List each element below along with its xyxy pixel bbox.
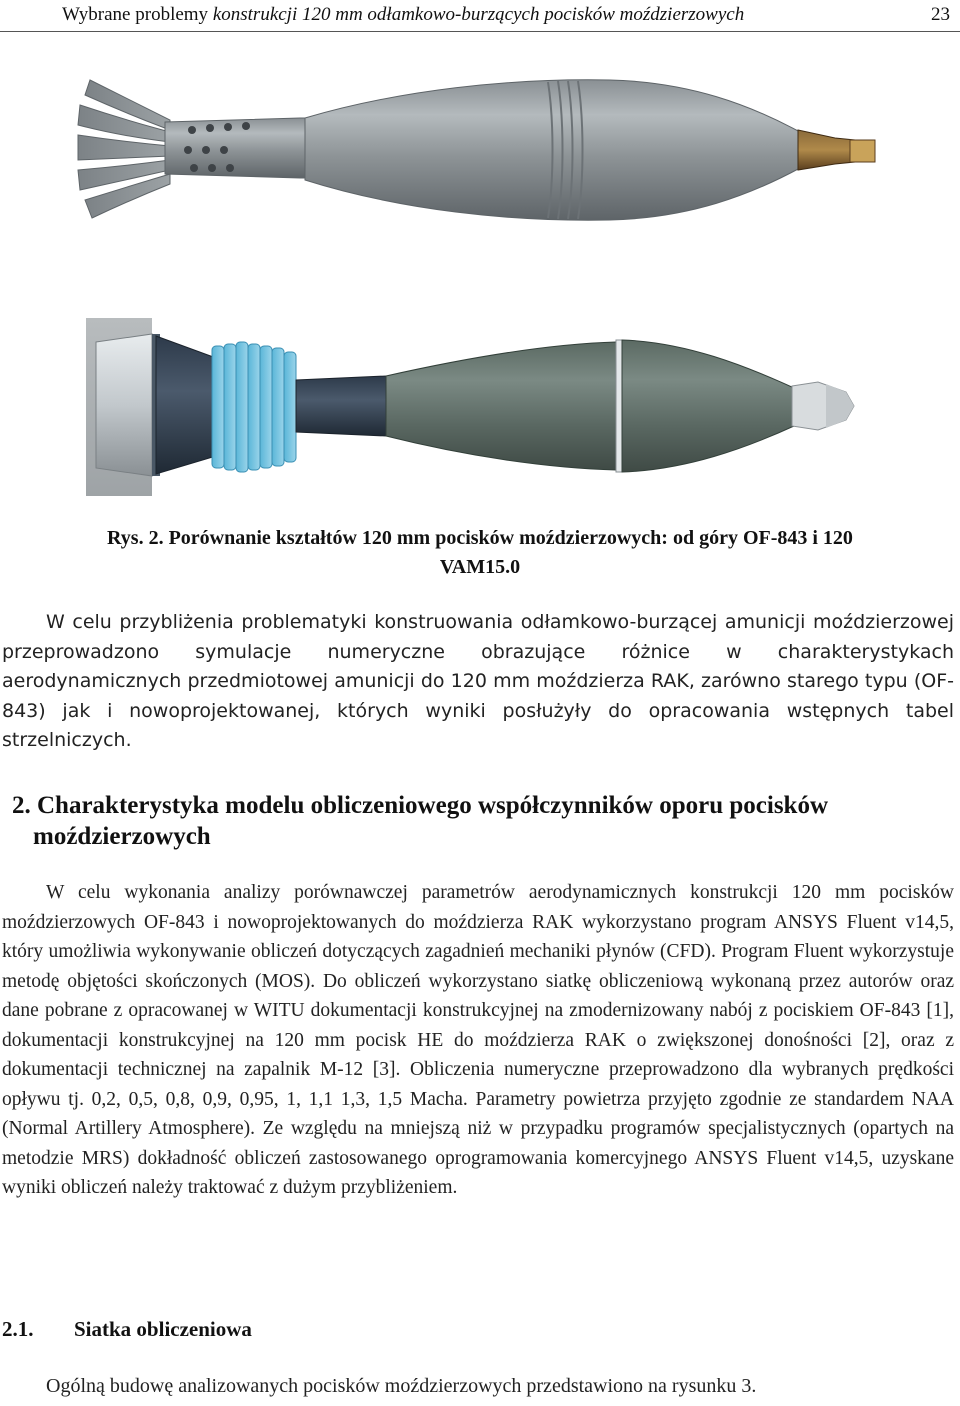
closing-sentence: Ogólną budowę analizowanych pocisków moździerzowych przedstawiono na rysunku 3. <box>46 1375 757 1397</box>
running-title <box>62 4 744 26</box>
page-number: 23 <box>931 4 950 25</box>
running-title-prefix: Wybrane problemy <box>62 4 213 25</box>
propellant-rings <box>212 342 296 472</box>
intro-paragraph-text: W celu przybliżenia problematyki konstruowania odłamkowo-burzącej amunicji moździerzowej przeprowadzono symulacje numeryczne obrazujące różnice w charakterystykach aerodynamicznych przedmiotowej amunicji do 120 mm moździerza RAK, zarówno starego typu (OF-843) jak i nowoprojektowanej, których wyniki posłużyły do opracowania wstępnych tabel strzelniczych. <box>2 611 954 751</box>
fin-blades <box>78 80 170 218</box>
subsection-number: 2.1. <box>2 1317 34 1341</box>
subsection-title: Siatka obliczeniowa <box>74 1317 252 1341</box>
intro-paragraph <box>2 608 954 756</box>
section-2-heading-line-1: 2. Charakterystyka modelu obliczeniowego współczynników oporu pocisków <box>12 792 829 819</box>
section-2-heading-line-2: moździerzowych <box>33 823 211 850</box>
header-rule <box>0 31 960 32</box>
figure-caption-line-1: Rys. 2. Porównanie kształtów 120 mm pocisków moździerzowych: od góry OF-843 i 120 <box>107 527 853 549</box>
section-2-paragraph <box>2 878 954 1203</box>
running-title-italic: konstrukcji 120 mm odłamkowo-burzących pocisków moździerzowych <box>212 4 745 25</box>
figure-caption-line-2: VAM15.0 <box>439 556 521 578</box>
projectile-of843-image <box>70 60 890 240</box>
section-2-paragraph-text: W celu wykonania analizy porównawczej parametrów aerodynamicznych konstrukcji 120 mm pocisków moździerzowych OF-843 i nowoprojektowanych do moździerza RAK wykorzystano program ANSYS Fluent v14,5, który umożliwia wykonywanie obliczeń dotyczących zagadnień mechaniki płynów (CFD). Program Fluent wykorzystuje metodę objętości skończonych (MOS). Do obliczeń wykorzystano siatkę obliczeniową wykonaną przez autorów oraz dane pobrane z opracowanej w WITU dokumentacji konstrukcyjnej na zmodernizowany nabój z pociskiem OF-843 [1], dokumentacji konstrukcyjnej na 120 mm pocisk HE do moździerza RAK o zwiększonej donośności [2], oraz z dokumentacji technicznej na zapalnik M-12 [3]. Obliczenia numeryczne przeprowadzono dla wybranych prędkości opływu tj. 0,2, 0,5, 0,8, 0,9, 0,95, 1, 1,1 1,3, 1,5 Macha. Parametry powietrza przyjęto zgodnie ze standardem NAA (Normal Artillery Atmosphere). Ze względu na mniejszą niż w przypadku programów specjalistycznych (opartych na metodzie MRS) dokładność obliczeń zastosowanego oprogramowania komercyjnego ANSYS Fluent v14,5, uzyskane wyniki obliczeń należy traktować z dużym przybliżeniem. <box>2 882 954 1198</box>
projectile-vam15-image <box>86 318 866 500</box>
running-header <box>0 0 960 34</box>
